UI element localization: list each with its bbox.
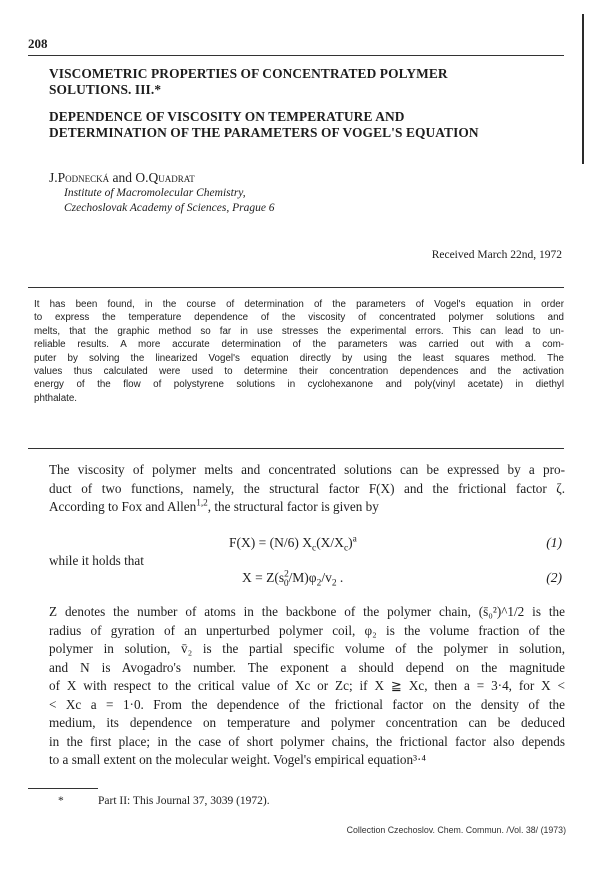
footnote-text: Part II: This Journal 37, 3039 (1972). <box>98 795 270 807</box>
abstract-line: puter by solving the linearized Vogel's equation directly by using the least squares method. The <box>34 352 564 364</box>
body-line <box>49 498 565 517</box>
eq-subscript: 0 <box>283 578 289 589</box>
body-line: and N is Avogadro's number. The exponent a should depend on the magnitude <box>49 659 565 675</box>
title-line: SOLUTIONS. III.* <box>49 81 162 97</box>
eq-text: F(X) = (N/6) X <box>229 535 312 550</box>
eq-subscript: 2 <box>316 578 322 589</box>
author-name: Podnecká <box>57 170 110 185</box>
eq-superscript: 2 <box>284 569 289 580</box>
body-line: < Xc a = 1·0. From the dependence of the frictional factor on the density of the <box>49 696 565 712</box>
abstract-line: to express the temperature dependence of the viscosity of concentrated polymer solutions and <box>34 312 564 324</box>
abstract-line: energy of the flow of polystyrene solutions in cyclohexanone and poly(vinyl acetate) in diethyl <box>34 379 564 391</box>
body-paragraph-2 <box>49 603 565 770</box>
body-line: Z denotes the number of atoms in the backbone of the polymer chain, (s̄₀²)^1/2 is the <box>49 604 565 619</box>
subtitle-line: DETERMINATION OF THE PARAMETERS OF VOGEL'S EQUATION <box>49 124 479 140</box>
eq-subscript: c <box>343 543 349 554</box>
author-conjunction: and <box>109 170 136 185</box>
body-line: of X with respect to the critical value of Xc or Zc; if X ≧ Xc, then a = 3·4, for X < <box>49 678 565 693</box>
body-line: The viscosity of polymer melts and concentrated solutions can be expressed by a pro- <box>49 462 565 477</box>
citation-ref: 1,2 <box>196 497 208 508</box>
body-line: medium, its dependence on temperature and polymer concentration can be deduced <box>49 715 565 730</box>
body-line: radius of gyration of an unperturbed polymer coil, φ₂ is the volume fraction of the <box>49 622 565 638</box>
body-line: duct of two functions, namely, the structural factor F(X) and the frictional factor ζ. <box>49 480 565 496</box>
equation-number: (2) <box>546 570 562 585</box>
body-paragraph-1 <box>49 461 565 517</box>
body-line: polymer in solution, v̄₂ is the partial specific volume of the polymer in solution, <box>49 641 565 656</box>
abstract-line: reliable results. A more accurate determination of the parameters was carried out with a com- <box>34 339 564 351</box>
eq-text: X = Z(s <box>242 570 285 585</box>
abstract <box>34 298 564 405</box>
equation-2 <box>242 569 344 589</box>
title-line: VISCOMETRIC PROPERTIES OF CONCENTRATED POLYMER <box>49 66 448 81</box>
abstract-line: phthalate. <box>34 392 78 404</box>
scan-edge-line <box>582 14 584 164</box>
body-text: while it holds that <box>49 553 144 568</box>
equation-1 <box>229 534 357 554</box>
abstract-top-rule <box>28 287 564 288</box>
body-text: According to Fox and Allen <box>49 499 197 514</box>
eq-text: /v <box>321 570 332 585</box>
eq-subscript: 2 <box>331 578 337 589</box>
author-name: Quadrat <box>148 170 195 185</box>
body-line: in the first place; in the case of short polymer chains, the frictional factor also depends <box>49 733 565 749</box>
abstract-line: It has been found, in the course of determination of the parameters of Vogel's equation in order <box>34 299 564 310</box>
abstract-line: melts, that the graphic method so far in use stresses the experimental errors. This can lead to un- <box>34 325 564 337</box>
body-line: to a small extent on the molecular weight. Vogel's empirical equation³·⁴ <box>49 752 427 767</box>
eq-subscript: c <box>311 543 317 554</box>
footnote-mark: * <box>58 795 64 807</box>
body-text: , the structural factor is given by <box>207 499 379 514</box>
eq-text: . <box>336 570 344 585</box>
abstract-bottom-rule <box>28 448 564 449</box>
footnote <box>58 795 270 807</box>
affiliation-line: Czechoslovak Academy of Sciences, Prague 6 <box>64 202 275 214</box>
footnote-rule <box>28 788 98 789</box>
article-subtitle <box>49 109 569 140</box>
eq-superscript: a <box>352 534 357 545</box>
article-title <box>49 66 569 97</box>
eq-text: /M)φ <box>288 570 317 585</box>
author-initial: O. <box>135 170 149 185</box>
header-rule <box>28 55 564 56</box>
affiliation <box>64 186 275 216</box>
author-list <box>49 170 195 186</box>
eq-text: (X/X <box>316 535 344 550</box>
eq-text: ) <box>348 535 353 550</box>
affiliation-line: Institute of Macromolecular Chemistry, <box>64 187 246 199</box>
subtitle-line: DEPENDENCE OF VISCOSITY ON TEMPERATURE AND <box>49 109 405 124</box>
journal-reference: Collection Czechoslov. Chem. Commun. /Vol. 38/ (1973) <box>346 825 566 835</box>
received-date: Received March 22nd, 1972 <box>431 249 562 261</box>
author-initial: J. <box>49 170 58 185</box>
abstract-line: values thus calculated were used to determine their concentration dependences and the activation <box>34 366 564 378</box>
equation-number: (1) <box>546 535 562 550</box>
page-number: 208 <box>28 36 48 51</box>
